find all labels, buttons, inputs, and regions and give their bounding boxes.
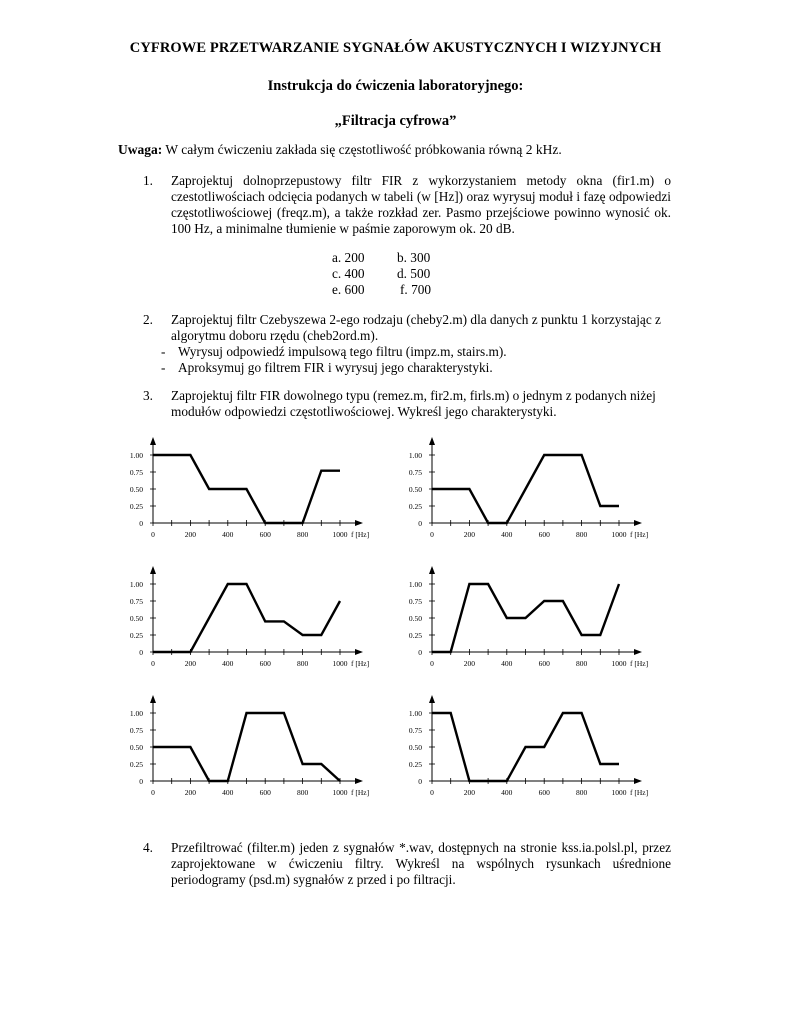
x-axis-arrow <box>634 778 642 784</box>
chart-4 <box>409 566 648 668</box>
y-tick-label: 0.25 <box>408 631 422 640</box>
option-d: d. 500 <box>397 266 431 281</box>
y-tick-label: 0.25 <box>129 760 143 769</box>
option-e: e. 600 <box>332 282 365 297</box>
option-f: f. 700 <box>400 282 432 297</box>
page-subtitle: Instrukcja do ćwiczenia laboratoryjnego: <box>267 78 524 94</box>
x-tick-label: 200 <box>184 530 197 539</box>
option-a: a. 200 <box>332 250 365 265</box>
y-tick-label: 1.00 <box>408 451 422 460</box>
y-axis-arrow <box>150 437 156 445</box>
x-tick-label: 1000 <box>332 659 348 668</box>
y-tick-label: 1.00 <box>129 580 143 589</box>
x-tick-label: 800 <box>575 659 588 668</box>
subtask-1: - Wyrysuj odpowiedź impulsową tego filtru (impz.m, stairs.m). <box>161 344 507 359</box>
x-tick-label: 400 <box>501 659 513 668</box>
task-4 <box>143 840 671 888</box>
x-tick-label: 800 <box>575 530 588 539</box>
response-line <box>153 455 340 523</box>
y-tick-label: 0.25 <box>129 502 143 511</box>
x-tick-label: 600 <box>259 530 271 539</box>
y-tick-label: 0.50 <box>129 614 143 623</box>
task-number: 2. <box>143 312 153 327</box>
task-text: Zaprojektuj filtr FIR dowolnego typu (remez.m, fir2.m, firls.m) o jednym z podanych niżej modułów odpowiedzi częstotliwościowej. Wykreśl jego charakterystyki. <box>171 388 656 419</box>
x-tick-label: 400 <box>222 788 234 797</box>
response-line <box>432 713 619 781</box>
y-tick-label: 1.00 <box>408 709 422 718</box>
x-tick-label: 600 <box>259 788 271 797</box>
y-tick-label: 0 <box>418 648 422 657</box>
x-axis-label: f [Hz] <box>630 788 649 797</box>
y-axis-arrow <box>429 695 435 703</box>
y-tick-label: 0.25 <box>408 760 422 769</box>
y-tick-label: 0 <box>418 777 422 786</box>
x-axis-label: f [Hz] <box>351 530 370 539</box>
x-tick-label: 800 <box>575 788 588 797</box>
x-tick-label: 0 <box>151 788 155 797</box>
chart-6 <box>409 695 648 797</box>
x-tick-label: 200 <box>463 530 476 539</box>
x-tick-label: 1000 <box>611 659 627 668</box>
y-tick-label: 0.50 <box>408 485 422 494</box>
note-label: Uwaga: <box>118 142 163 157</box>
response-line <box>432 584 619 652</box>
x-tick-label: 200 <box>184 788 197 797</box>
x-tick-label: 1000 <box>332 788 348 797</box>
y-axis-arrow <box>429 437 435 445</box>
y-axis-arrow <box>150 566 156 574</box>
y-tick-label: 0.25 <box>408 502 422 511</box>
chart-1 <box>130 437 369 539</box>
x-tick-label: 800 <box>296 659 309 668</box>
y-tick-label: 0.75 <box>129 597 143 606</box>
x-tick-label: 400 <box>222 659 234 668</box>
x-tick-label: 1000 <box>611 530 627 539</box>
x-tick-label: 600 <box>538 530 550 539</box>
y-tick-label: 0.75 <box>408 726 422 735</box>
y-tick-label: 1.00 <box>129 709 143 718</box>
x-tick-label: 400 <box>501 530 513 539</box>
y-tick-label: 0 <box>139 519 143 528</box>
response-line <box>153 584 340 652</box>
x-tick-label: 1000 <box>332 530 348 539</box>
x-tick-label: 0 <box>430 788 434 797</box>
x-axis-label: f [Hz] <box>351 788 370 797</box>
page-title: CYFROWE PRZETWARZANIE SYGNAŁÓW AKUSTYCZNYCH I WIZYJNYCH <box>129 40 662 56</box>
y-tick-label: 1.00 <box>408 580 422 589</box>
y-tick-label: 0.50 <box>129 485 143 494</box>
subtask-2: - Aproksymuj go filtrem FIR i wyrysuj jego charakterystyki. <box>161 360 493 375</box>
y-tick-label: 0.75 <box>129 468 143 477</box>
task-text: Zaprojektuj dolnoprzepustowy filtr FIR z wykorzystaniem metody okna (fir1.m) o czestotliwościach odcięcia podanych w tabeli (w [Hz]) oraz wyrysuj moduł i fazę odpowiedzi częstotliwościowej (freqz.m), a także rozkład zer. Pasmo przejściowe powinno wynosić ok. 100 Hz, a minimalne tłumienie w paśmie zaporowym ok. 20 dB. <box>171 173 671 236</box>
x-tick-label: 0 <box>151 659 155 668</box>
chart-2 <box>409 437 648 539</box>
y-tick-label: 0.50 <box>408 614 422 623</box>
y-tick-label: 0 <box>418 519 422 528</box>
x-axis-arrow <box>355 520 363 526</box>
y-tick-label: 0 <box>139 648 143 657</box>
x-tick-label: 600 <box>538 788 550 797</box>
x-tick-label: 200 <box>463 788 476 797</box>
option-c: c. 400 <box>332 266 365 281</box>
x-tick-label: 800 <box>296 788 309 797</box>
task-text: Przefiltrować (filter.m) jeden z sygnałów *.wav, dostępnych na stronie kss.ia.polsl.pl, przez zaprojektowane w ćwiczeniu filtry. Wykreśl na wspólnych rysunkach uśrednione periodogramy (psd.m) sygnałów z przed i po filtracji. <box>171 840 671 887</box>
y-axis-arrow <box>150 695 156 703</box>
task-number: 1. <box>143 173 153 188</box>
x-tick-label: 0 <box>151 530 155 539</box>
chart-3 <box>130 566 369 668</box>
y-tick-label: 1.00 <box>129 451 143 460</box>
note-text: W całym ćwiczeniu zakłada się częstotliwość próbkowania równą 2 kHz. <box>162 142 562 157</box>
x-tick-label: 600 <box>259 659 271 668</box>
x-tick-label: 200 <box>184 659 197 668</box>
x-axis-arrow <box>634 649 642 655</box>
response-line <box>432 455 619 523</box>
x-tick-label: 0 <box>430 659 434 668</box>
task-number: 4. <box>143 840 153 855</box>
x-tick-label: 0 <box>430 530 434 539</box>
x-tick-label: 200 <box>463 659 476 668</box>
y-tick-label: 0 <box>139 777 143 786</box>
x-axis-arrow <box>355 778 363 784</box>
x-tick-label: 400 <box>222 530 234 539</box>
task-text: Zaprojektuj filtr Czebyszewa 2-ego rodzaju (cheby2.m) dla danych z punktu 1 korzystając z algorytmu doboru rzędu (cheb2ord.m). <box>171 312 661 343</box>
x-tick-label: 600 <box>538 659 550 668</box>
exercise-topic: „Filtracja cyfrowa” <box>334 113 457 129</box>
x-axis-arrow <box>355 649 363 655</box>
y-tick-label: 0.75 <box>408 468 422 477</box>
x-axis-label: f [Hz] <box>351 659 370 668</box>
x-tick-label: 1000 <box>611 788 627 797</box>
task-number: 3. <box>143 388 153 403</box>
x-axis-label: f [Hz] <box>630 530 649 539</box>
x-tick-label: 400 <box>501 788 513 797</box>
y-tick-label: 0.25 <box>129 631 143 640</box>
y-axis-arrow <box>429 566 435 574</box>
y-tick-label: 0.50 <box>129 743 143 752</box>
response-line <box>153 713 340 781</box>
y-tick-label: 0.75 <box>129 726 143 735</box>
y-tick-label: 0.50 <box>408 743 422 752</box>
option-b: b. 300 <box>397 250 431 265</box>
x-tick-label: 800 <box>296 530 309 539</box>
x-axis-arrow <box>634 520 642 526</box>
y-tick-label: 0.75 <box>408 597 422 606</box>
x-axis-label: f [Hz] <box>630 659 649 668</box>
chart-5 <box>130 695 369 797</box>
